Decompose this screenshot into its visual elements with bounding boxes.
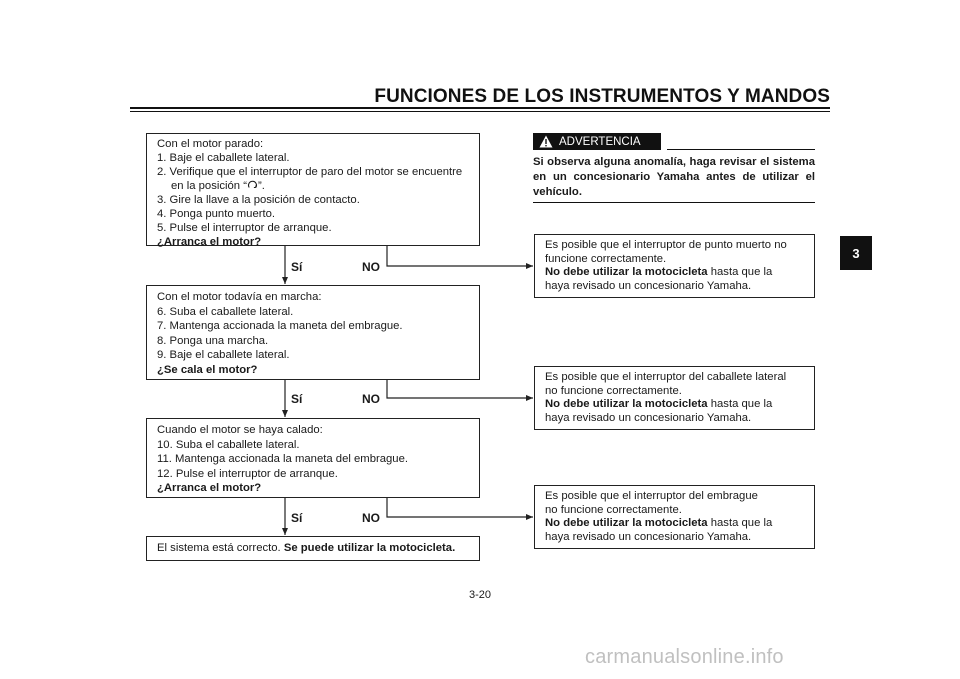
chapter-tab: 3	[840, 236, 872, 270]
page-number: 3-20	[468, 589, 492, 601]
step1-line: ”.	[257, 180, 265, 193]
result2-line: no funcione correctamente.	[545, 384, 682, 397]
step2-line: 8. Ponga una marcha.	[157, 334, 269, 347]
step1-line: 4. Ponga punto muerto.	[157, 207, 276, 220]
step1-position-line	[157, 179, 469, 194]
step1-line: 3. Gire la llave a la posición de contacto.	[157, 194, 360, 207]
arrow-no-2	[387, 380, 533, 398]
step3-box	[146, 418, 480, 498]
page-title: FUNCIONES DE LOS INSTRUMENTOS Y MANDOS	[374, 86, 830, 107]
result3-bold: No debe utilizar la motocicleta	[545, 517, 708, 529]
engine-run-icon	[247, 179, 258, 190]
result3-box	[534, 485, 815, 549]
step2-question: ¿Se cala el motor?	[157, 363, 258, 376]
result2-rest: hasta que la	[710, 398, 773, 410]
result2-bold: No debe utilizar la motocicleta	[545, 398, 708, 410]
result2-line: Es posible que el interruptor del caballete lateral	[545, 371, 787, 383]
final-bold: Se puede utilizar la motocicleta.	[283, 542, 456, 554]
warning-badge	[533, 133, 661, 150]
final-text: El sistema está correcto.	[157, 542, 281, 554]
result1-box	[534, 234, 815, 298]
step1-line: en la posición “	[171, 180, 247, 193]
warning-rule-bottom	[533, 202, 815, 203]
yes-label-3: Sí	[291, 511, 303, 525]
step1-line: 1. Baje el caballete lateral.	[157, 151, 290, 164]
result1-rest: hasta que la	[710, 266, 773, 278]
result1-line: funcione correctamente.	[545, 252, 667, 265]
step3-line: 10. Suba el caballete lateral.	[157, 438, 300, 451]
result2-box	[534, 366, 815, 430]
step3-question: ¿Arranca el motor?	[157, 482, 262, 495]
arrow-no-3	[387, 498, 533, 517]
step1-question: ¿Arranca el motor?	[157, 235, 262, 248]
result1-line: Es posible que el interruptor de punto muerto no	[545, 239, 787, 251]
no-label-1: NO	[362, 260, 380, 274]
step3-line: 12. Pulse el interruptor de arranque.	[157, 467, 338, 480]
no-label-2: NO	[362, 392, 380, 406]
result3-line: Es posible que el interruptor del embrague	[545, 490, 758, 502]
watermark: carmanualsonline.info	[585, 646, 784, 668]
no-label-3: NO	[362, 511, 380, 525]
result1-line: haya revisado un concesionario Yamaha.	[545, 279, 752, 292]
result2-line: haya revisado un concesionario Yamaha.	[545, 411, 752, 424]
result1-bold: No debe utilizar la motocicleta	[545, 266, 708, 278]
step2-line: 6. Suba el caballete lateral.	[157, 305, 294, 318]
step3-line: 11. Mantenga accionada la maneta del embrague.	[157, 453, 409, 466]
result3-rest: hasta que la	[710, 517, 773, 529]
step2-box	[146, 285, 480, 380]
result3-line: haya revisado un concesionario Yamaha.	[545, 530, 752, 543]
step1-line: Con el motor parado:	[157, 138, 264, 150]
step2-line: 9. Baje el caballete lateral.	[157, 349, 290, 362]
warning-triangle-icon	[539, 135, 553, 148]
step2-line: Con el motor todavía en marcha:	[157, 291, 322, 303]
yes-label-2: Sí	[291, 392, 303, 406]
final-box	[146, 536, 480, 561]
warning-badge-label: ADVERTENCIA	[559, 135, 641, 148]
step1-line: 2. Verifique que el interruptor de paro del motor se encuentre	[157, 165, 463, 178]
result3-line: no funcione correctamente.	[545, 503, 682, 516]
warning-text: Si observa alguna anomalía, haga revisar el sistema en un concesionario Yamaha antes de utilizar el vehículo.	[533, 156, 815, 198]
warning-rule-top	[667, 149, 815, 150]
step1-box	[146, 133, 480, 246]
step2-line: 7. Mantenga accionada la maneta del embrague.	[157, 320, 403, 333]
yes-label-1: Sí	[291, 260, 303, 274]
step1-line: 5. Pulse el interruptor de arranque.	[157, 221, 332, 234]
step3-line: Cuando el motor se haya calado:	[157, 424, 323, 436]
